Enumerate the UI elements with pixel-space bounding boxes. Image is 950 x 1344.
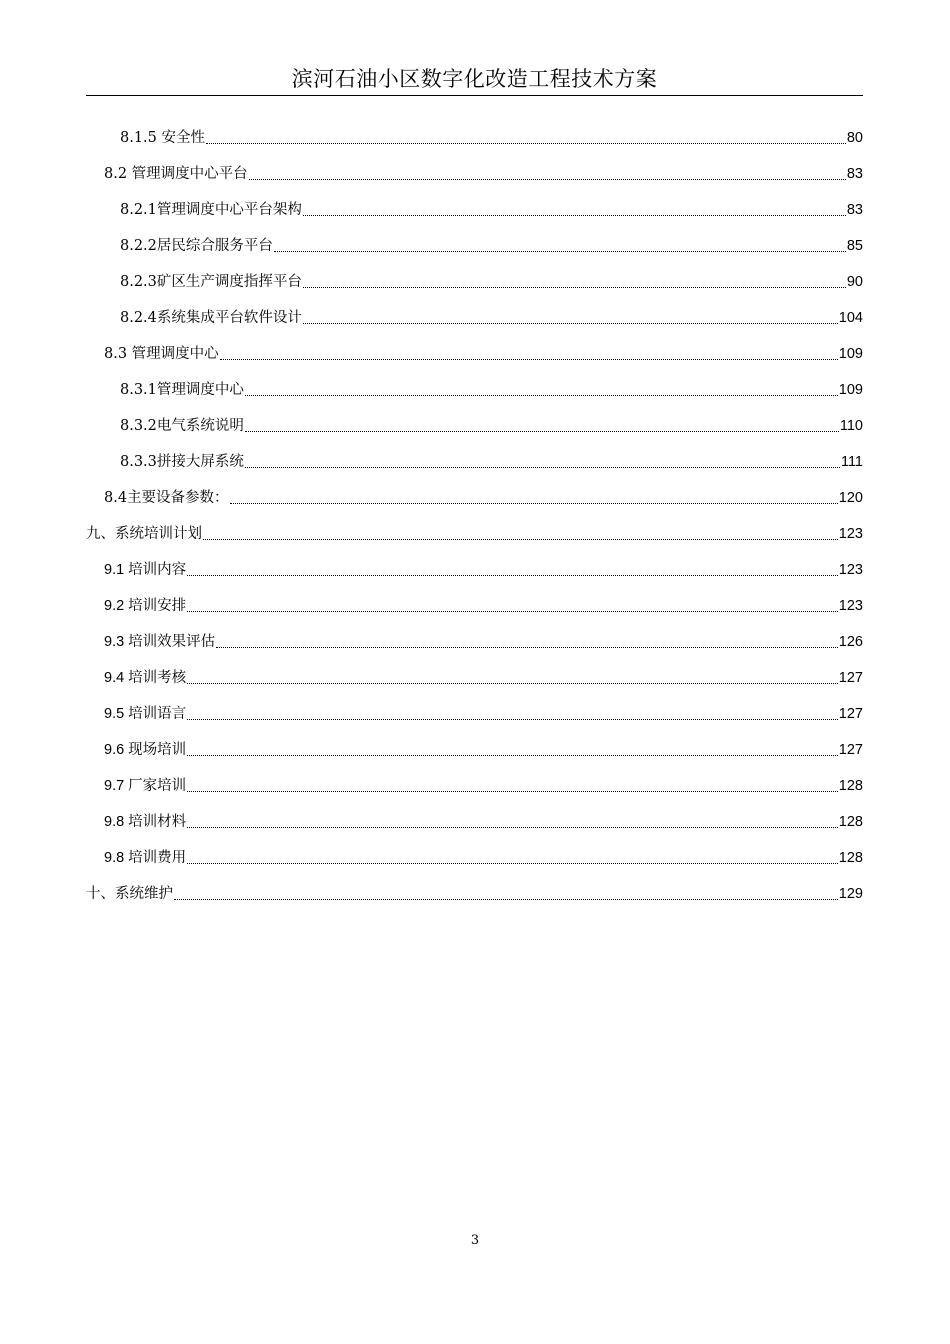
toc-entry-page: 126	[838, 634, 863, 650]
toc-entry-page: 109	[838, 346, 863, 362]
toc-entry-page: 123	[838, 562, 863, 578]
toc-leader-dots	[187, 611, 838, 612]
page-number: 3	[470, 1233, 480, 1248]
toc-leader-dots	[206, 143, 846, 144]
toc-entry-9-5[interactable]	[104, 702, 863, 724]
toc-entry-page: 111	[840, 454, 863, 470]
toc-leader-dots	[303, 287, 846, 288]
toc-leader-dots	[216, 647, 838, 648]
toc-entry-page: 120	[838, 490, 863, 506]
toc-leader-dots	[203, 539, 838, 540]
toc-leader-dots	[303, 215, 846, 216]
toc-entry-label: 8.2.1管理调度中心平台架构	[120, 202, 302, 218]
toc-entry-page: 85	[846, 238, 863, 254]
toc-leader-dots	[187, 575, 838, 576]
toc-entry-chapter-9[interactable]	[86, 522, 863, 544]
toc-entry-label: 8.4主要设备参数：	[104, 490, 229, 506]
toc-leader-dots	[187, 683, 838, 684]
toc-leader-dots	[187, 863, 838, 864]
toc-entry-9-8-fees[interactable]	[104, 846, 863, 868]
toc-entry-page: 90	[846, 274, 863, 290]
toc-entry-label: 8.3.3拼接大屏系统	[120, 454, 244, 470]
toc-entry-8-2-2[interactable]	[120, 234, 863, 256]
toc-entry-9-6[interactable]	[104, 738, 863, 760]
toc-entry-label: 9.1 培训内容	[104, 562, 187, 578]
toc-entry-page: 104	[838, 310, 863, 326]
toc-leader-dots	[174, 899, 838, 900]
toc-entry-8-3[interactable]	[104, 342, 863, 364]
toc-entry-label: 8.3.1管理调度中心	[120, 382, 244, 398]
toc-entry-label: 十、系统维护	[86, 886, 173, 902]
toc-leader-dots	[249, 179, 846, 180]
toc-leader-dots	[187, 719, 838, 720]
toc-entry-label: 9.6 现场培训	[104, 742, 187, 758]
toc-entry-9-2[interactable]	[104, 594, 863, 616]
toc-entry-label: 8.3 管理调度中心	[104, 346, 219, 362]
toc-entry-8-2-3[interactable]	[120, 270, 863, 292]
toc-entry-9-3[interactable]	[104, 630, 863, 652]
toc-entry-label: 8.2.4系统集成平台软件设计	[120, 310, 302, 326]
toc-entry-label: 8.2.3矿区生产调度指挥平台	[120, 274, 302, 290]
toc-entry-page: 123	[838, 598, 863, 614]
toc-leader-dots	[245, 395, 838, 396]
toc-entry-label: 9.5 培训语言	[104, 706, 187, 722]
toc-entry-8-2[interactable]	[104, 162, 863, 184]
toc-entry-9-7[interactable]	[104, 774, 863, 796]
toc-entry-label: 9.3 培训效果评估	[104, 634, 216, 650]
toc-entry-chapter-10[interactable]	[86, 882, 863, 904]
toc-leader-dots	[220, 359, 838, 360]
toc-leader-dots	[187, 827, 838, 828]
toc-entry-page: 127	[838, 670, 863, 686]
toc-entry-page: 129	[838, 886, 863, 902]
toc-entry-8-3-3[interactable]	[120, 450, 863, 472]
toc-leader-dots	[230, 503, 838, 504]
toc-entry-label: 8.1.5 安全性	[120, 130, 206, 146]
toc-entry-page: 80	[846, 130, 863, 146]
toc-entry-label: 9.2 培训安排	[104, 598, 187, 614]
toc-entry-page: 128	[838, 814, 863, 830]
toc-entry-label: 9.7 厂家培训	[104, 778, 187, 794]
toc-entry-9-1[interactable]	[104, 558, 863, 580]
header-divider	[86, 95, 863, 96]
toc-entry-8-2-4[interactable]	[120, 306, 863, 328]
toc-leader-dots	[187, 755, 838, 756]
toc-entry-page: 123	[838, 526, 863, 542]
toc-entry-page: 128	[838, 850, 863, 866]
toc-entry-label: 9.4 培训考核	[104, 670, 187, 686]
toc-entry-label: 8.2.2居民综合服务平台	[120, 238, 273, 254]
toc-leader-dots	[245, 467, 840, 468]
toc-entry-page: 110	[839, 418, 863, 434]
toc-entry-label: 9.8 培训材料	[104, 814, 187, 830]
toc-entry-8-4[interactable]	[104, 486, 863, 508]
toc-entry-8-3-1[interactable]	[120, 378, 863, 400]
toc-entry-9-8-materials[interactable]	[104, 810, 863, 832]
toc-leader-dots	[274, 251, 846, 252]
toc-entry-page: 83	[846, 202, 863, 218]
toc-entry-label: 九、系统培训计划	[86, 526, 202, 542]
toc-entry-page: 128	[838, 778, 863, 794]
toc-entry-page: 83	[846, 166, 863, 182]
toc-entry-label: 8.3.2电气系统说明	[120, 418, 244, 434]
toc-leader-dots	[245, 431, 839, 432]
toc-entry-label: 8.2 管理调度中心平台	[104, 166, 248, 182]
toc-entry-page: 127	[838, 706, 863, 722]
document-header-title: 滨河石油小区数字化改造工程技术方案	[291, 67, 658, 91]
toc-leader-dots	[303, 323, 838, 324]
toc-entry-page: 127	[838, 742, 863, 758]
toc-entry-label: 9.8 培训费用	[104, 850, 187, 866]
toc-leader-dots	[187, 791, 838, 792]
toc-entry-8-1-5[interactable]	[120, 126, 863, 148]
toc-entry-9-4[interactable]	[104, 666, 863, 688]
toc-entry-8-3-2[interactable]	[120, 414, 863, 436]
toc-entry-8-2-1[interactable]	[120, 198, 863, 220]
toc-entry-page: 109	[838, 382, 863, 398]
